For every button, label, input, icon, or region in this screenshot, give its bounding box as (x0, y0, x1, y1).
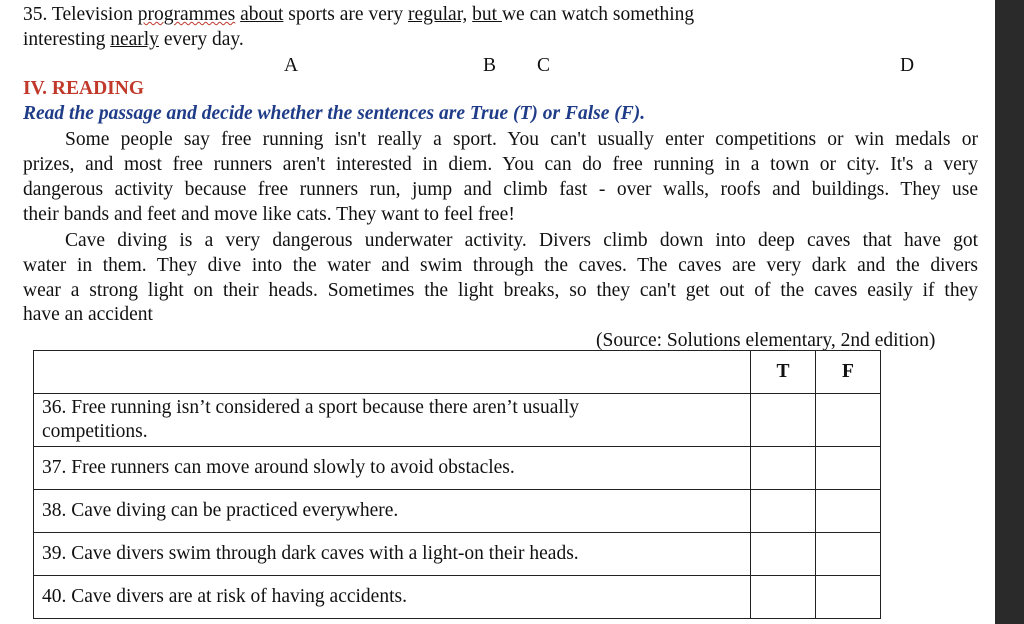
section-title: IV. READING (23, 78, 144, 99)
q35-word-nearly: nearly (110, 29, 159, 50)
answer-true-40[interactable] (751, 576, 816, 619)
answer-false-39[interactable] (816, 533, 881, 576)
q35-end: we can watch something (501, 4, 695, 25)
true-false-table (33, 350, 881, 619)
table-row (34, 576, 881, 619)
header-false: F (816, 351, 881, 394)
passage-line: Some people say free running isn't really a sport. You can't usually enter competitions or win medals or (65, 129, 978, 150)
statement-39: 39. Cave divers swim through dark caves with a light-on their heads. (34, 533, 751, 576)
answer-true-39[interactable] (751, 533, 816, 576)
statement-text: competitions. (42, 421, 148, 442)
section-instruction: Read the passage and decide whether the sentences are True (T) or False (F). (23, 103, 646, 124)
question-35-line1 (23, 3, 694, 27)
q35-line2-start: interesting (23, 29, 111, 50)
passage-line: Cave diving is a very dangerous underwater activity. Divers climb down into deep caves that have got (65, 230, 978, 251)
passage-line: water in them. They dive into the water and swim through the caves. The caves are very dark and the divers (23, 255, 978, 276)
q35-line2-end: every day. (158, 29, 244, 50)
passage-line: their bands and feet and move like cats. They want to feel free! (23, 204, 515, 225)
answer-false-37[interactable] (816, 447, 881, 490)
header-true: T (751, 351, 816, 394)
table-row (34, 490, 881, 533)
option-b-label: B (483, 55, 497, 76)
question-35-line2 (23, 28, 244, 52)
q35-word-but: but (472, 4, 502, 25)
passage-source: (Source: Solutions elementary, 2nd edition) (596, 330, 936, 351)
table-header-row (34, 351, 881, 394)
header-statement-cell (34, 351, 751, 394)
answer-true-38[interactable] (751, 490, 816, 533)
q35-middle: sports are very (283, 4, 408, 25)
answer-false-36[interactable] (816, 394, 881, 447)
passage-line: prizes, and most free runners aren't interested in diem. You can do free running in a town or city. It's a very (23, 154, 978, 175)
option-d-label: D (900, 55, 915, 76)
dark-edge-margin (995, 0, 1024, 624)
answer-false-38[interactable] (816, 490, 881, 533)
q35-prefix: 35. Television (23, 4, 138, 25)
answer-false-40[interactable] (816, 576, 881, 619)
q35-word-regular: regular, (407, 4, 468, 25)
table-row (34, 394, 881, 447)
option-a-label: A (284, 55, 299, 76)
answer-true-37[interactable] (751, 447, 816, 490)
statement-36 (34, 394, 751, 447)
passage-line: have an accident (23, 304, 153, 325)
q35-word-about: about (240, 4, 284, 25)
statement-38: 38. Cave diving can be practiced everywhere. (34, 490, 751, 533)
statement-text: 36. Free running isn’t considered a sport because there aren’t usually (42, 397, 579, 418)
table-row (34, 533, 881, 576)
statement-37: 37. Free runners can move around slowly to avoid obstacles. (34, 447, 751, 490)
statement-40: 40. Cave divers are at risk of having accidents. (34, 576, 751, 619)
passage-line: wear a strong light on their heads. Sometimes the light breaks, so they can't get out of the caves easily if they (23, 280, 978, 301)
table-row (34, 447, 881, 490)
q35-word-programmes: programmes (137, 4, 236, 25)
passage-line: dangerous activity because free runners run, jump and climb fast - over walls, roofs and buildings. They use (23, 179, 978, 200)
option-c-label: C (537, 55, 551, 76)
answer-true-36[interactable] (751, 394, 816, 447)
